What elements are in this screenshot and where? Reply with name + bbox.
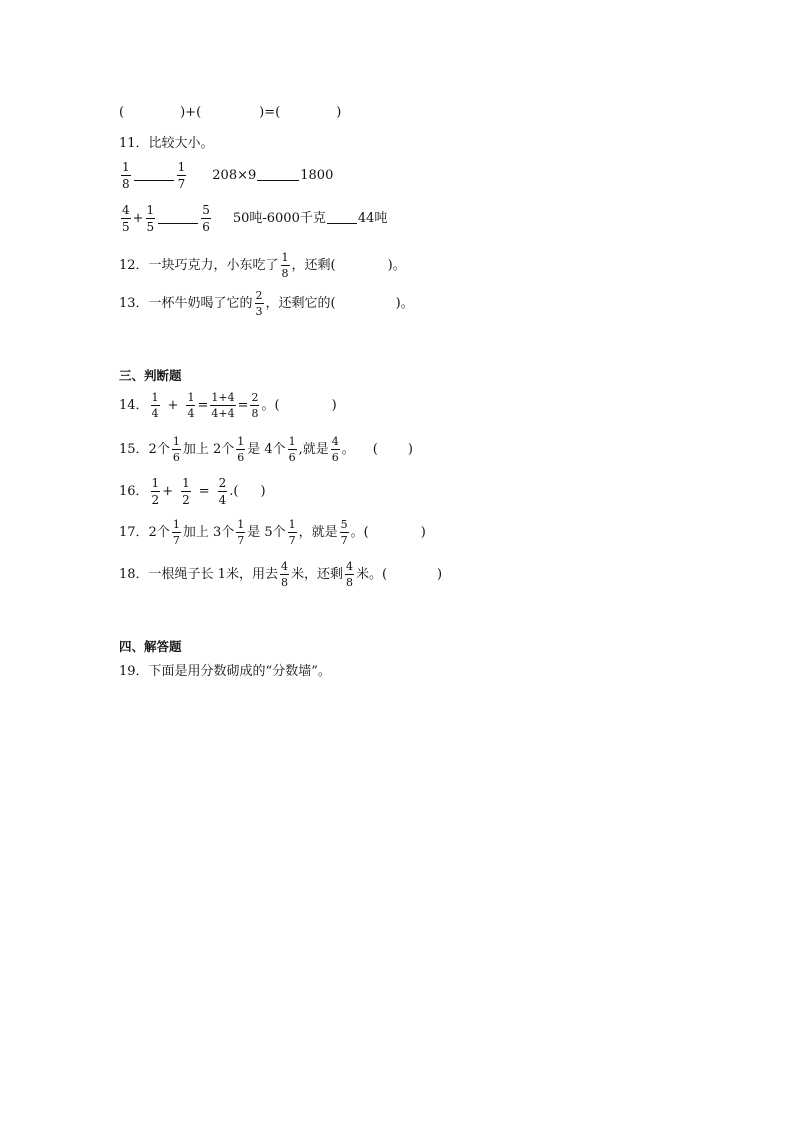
- fraction: $\frac{1}{8}$: [281, 251, 289, 280]
- question-text: ): [420, 525, 426, 540]
- question-text: ): [260, 484, 266, 499]
- paren-close: ): [407, 442, 413, 457]
- question-text: ，还剩它的(: [265, 296, 336, 311]
- equals-sign: =: [237, 398, 249, 413]
- answer-blank[interactable]: [158, 223, 198, 224]
- question-text: .(: [229, 484, 239, 499]
- fraction: $\frac{1}{7}$: [177, 160, 186, 191]
- question-text: 12．一块巧克力，小东吃了: [119, 258, 279, 273]
- answer-blank[interactable]: [134, 180, 174, 181]
- fraction: $\frac{1}{4}$: [151, 391, 159, 420]
- question-19: [119, 665, 331, 678]
- question-text: ，还剩(: [291, 258, 336, 273]
- question-text: 17．2个: [119, 525, 170, 540]
- question-12: [119, 252, 406, 279]
- paren-open: (: [196, 105, 202, 120]
- question-text: ): [437, 567, 443, 582]
- question-text: 是 4个: [247, 442, 286, 457]
- answer-blank[interactable]: [257, 180, 299, 181]
- expression: 50吨-6000千克: [232, 211, 326, 226]
- expression: 1800: [300, 168, 334, 183]
- section-heading-judgement: [119, 370, 182, 383]
- question-text: 是 5个: [247, 525, 286, 540]
- fraction: $\frac{2}{4}$: [218, 476, 227, 507]
- plus-sign: +: [185, 105, 197, 120]
- question-number: 14．: [119, 398, 149, 413]
- fraction: $\frac{1}{5}$: [146, 203, 155, 234]
- question-text: 18．一根绳子长 1米，用去: [119, 567, 278, 582]
- plus-sign: +: [167, 398, 179, 413]
- paren-close: ): [259, 105, 265, 120]
- paren-close: ): [180, 105, 186, 120]
- fraction: $\frac{1}{6}$: [288, 435, 296, 464]
- question-text: ,就是: [298, 442, 329, 457]
- plus-sign: +: [162, 484, 174, 499]
- paren-open: (: [119, 105, 125, 120]
- question-text: ): [331, 398, 337, 413]
- question-15: [119, 436, 413, 463]
- expression: 208×9: [212, 168, 257, 183]
- fraction: $\frac{1}{2}$: [182, 476, 190, 507]
- expression: 44吨: [357, 211, 388, 226]
- fraction: $\frac{5}{7}$: [340, 518, 348, 547]
- fraction: $\frac{4}{5}$: [122, 203, 130, 234]
- question-text: )。: [387, 258, 406, 273]
- fraction: $\frac{4}{6}$: [331, 435, 339, 464]
- question-text: )。: [395, 296, 414, 311]
- question-number: 16．: [119, 484, 149, 499]
- fraction: $\frac{1}{7}$: [288, 518, 296, 547]
- question-text: 11．比较大小。: [119, 136, 214, 151]
- question-text: 。(: [350, 525, 369, 540]
- question-17: [119, 519, 426, 546]
- fraction: $\frac{5}{6}$: [202, 203, 210, 234]
- fraction: $\frac{1}{4}$: [187, 391, 195, 420]
- question-11-row-1: [119, 161, 333, 190]
- question-text: 13．一杯牛奶喝了它的: [119, 296, 253, 311]
- question-text: 加上 2个: [182, 442, 235, 457]
- question-text: ，就是: [298, 525, 338, 540]
- paren-close: ): [336, 105, 342, 120]
- question-text: 加上 3个: [182, 525, 235, 540]
- fraction: $\frac{4}{8}$: [345, 560, 353, 589]
- paren-open: (: [372, 442, 378, 457]
- question-16: [119, 477, 266, 506]
- question-text: 。(: [261, 398, 280, 413]
- fraction: $\frac{1}{7}$: [237, 518, 245, 547]
- question-11-row-2: [119, 204, 387, 233]
- question-text: 。: [341, 442, 355, 457]
- top-equation-line: [119, 106, 341, 119]
- equals-sign: =: [197, 398, 209, 413]
- question-text: 19．下面是用分数砌成的“分数墙”。: [119, 664, 331, 679]
- question-14: [119, 392, 337, 419]
- paren-open: (: [275, 105, 281, 120]
- question-18: [119, 561, 442, 588]
- question-11-title: [119, 137, 214, 150]
- fraction: $\frac{2}{8}$: [251, 391, 259, 420]
- answer-blank[interactable]: [327, 223, 357, 224]
- plus-sign: +: [132, 211, 144, 226]
- fraction: $\frac{1}{8}$: [122, 160, 130, 191]
- question-text: 15．2个: [119, 442, 170, 457]
- fraction: $\frac{1}{2}$: [151, 476, 160, 507]
- fraction: $\frac{1}{6}$: [172, 435, 180, 464]
- fraction: $\frac{2}{3}$: [255, 289, 263, 318]
- fraction: $\frac{4}{8}$: [280, 560, 288, 589]
- question-text: 米。(: [355, 567, 388, 582]
- fraction: $\frac{1}{7}$: [172, 518, 180, 547]
- fraction: $\frac{1}{6}$: [237, 435, 245, 464]
- equals-sign: =: [198, 484, 210, 499]
- equals-sign: =: [264, 105, 276, 120]
- question-text: 米，还剩: [290, 567, 343, 582]
- fraction: $\frac{1+4}{4+4}$: [211, 391, 235, 420]
- section-title: 四、解答题: [119, 639, 182, 654]
- section-title: 三、判断题: [119, 368, 182, 383]
- section-heading-solutions: [119, 641, 182, 654]
- question-13: [119, 290, 414, 317]
